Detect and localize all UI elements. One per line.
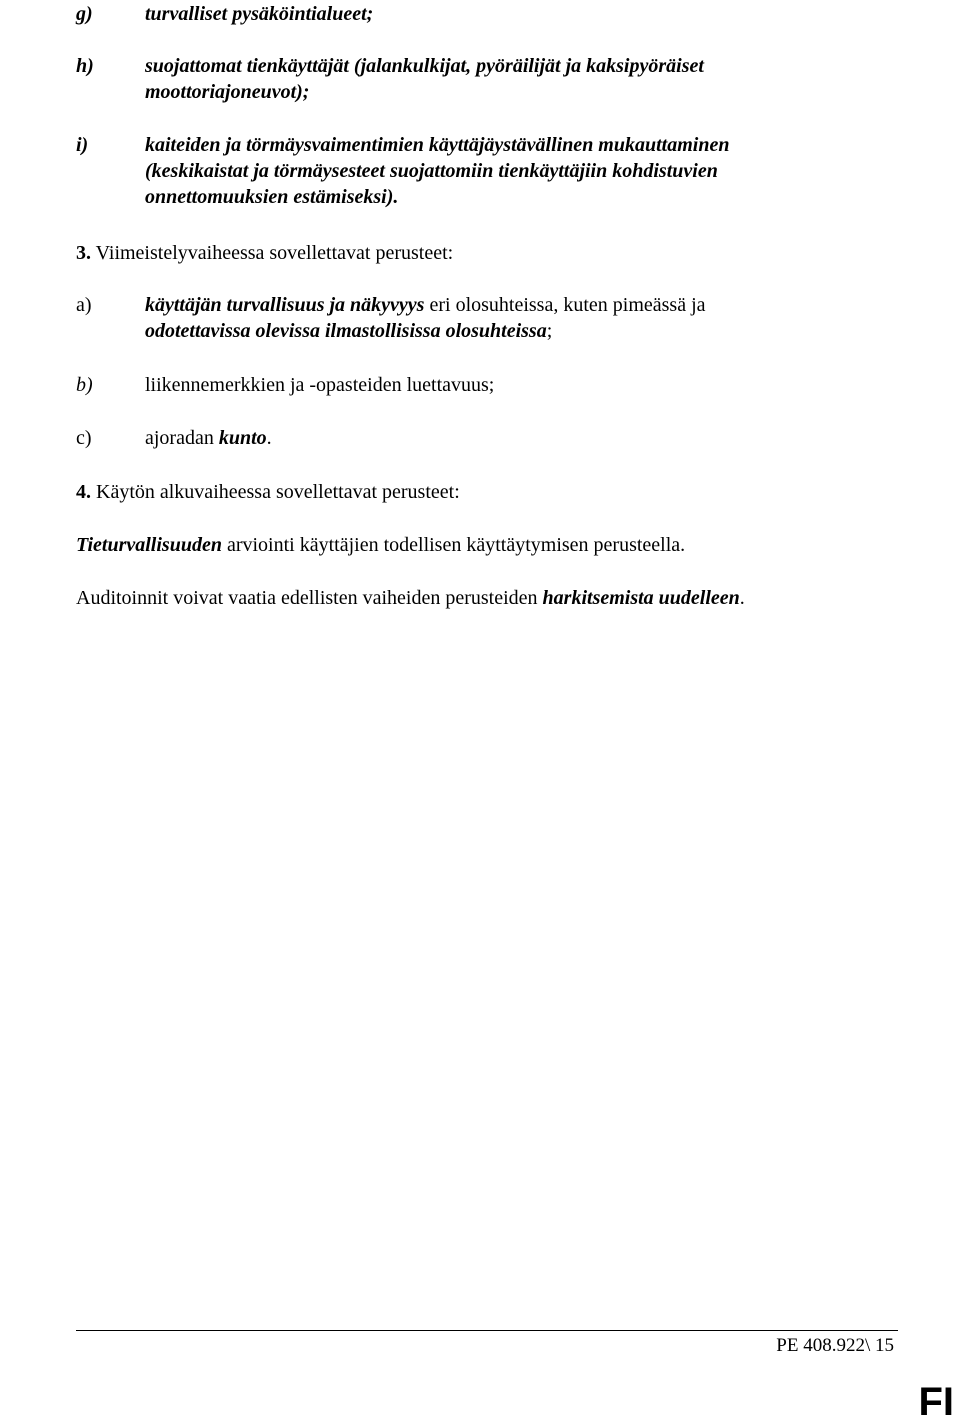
list-label: g): [76, 3, 93, 25]
emphasis-text: odotettavissa olevissa ilmastollisissa olosuhteissa: [145, 320, 547, 342]
section-number: 4.: [76, 481, 91, 503]
list-label: b): [76, 374, 93, 396]
document-reference: PE 408.922\ 15: [776, 1335, 894, 1356]
list-label: i): [76, 134, 89, 156]
body-text: eri olosuhteissa, kuten pimeässä ja: [424, 294, 706, 316]
emphasis-text: kunto: [218, 427, 267, 449]
list-text: turvalliset pysäköintialueet;: [145, 3, 374, 25]
body-text: arviointi käyttäjien todellisen käyttäytymisen perusteella.: [221, 534, 686, 556]
emphasis-text: harkitsemista uudelleen: [542, 587, 740, 609]
section-4-paragraph-1: [76, 532, 896, 558]
list-label: h): [76, 55, 94, 77]
emphasis-text: Tieturvallisuuden: [76, 534, 222, 556]
list-text: ajoradan: [145, 427, 219, 449]
section-heading-text: Käytön alkuvaiheessa sovellettavat perusteet:: [96, 481, 460, 503]
body-text: .: [739, 587, 745, 609]
emphasis-text: käyttäjän turvallisuus ja näkyvyys: [145, 294, 425, 316]
footer-divider: [76, 1330, 898, 1331]
section-number: 3.: [76, 242, 91, 264]
list-text-line: suojattomat tienkäyttäjät (jalankulkijat, pyöräilijät ja kaksipyöräiset: [145, 55, 704, 77]
list-text-line: kaiteiden ja törmäysvaimentimien käyttäjäystävällinen mukauttaminen: [145, 134, 730, 156]
list-text-tail: .: [266, 427, 272, 449]
list-text-line: (keskikaistat ja törmäysesteet suojattomiin tienkäyttäjiin kohdistuvien: [145, 160, 718, 182]
list-label: a): [76, 294, 92, 316]
list-text-line: moottoriajoneuvot);: [145, 81, 310, 103]
list-text-line: onnettomuuksien estämiseksi).: [145, 186, 399, 208]
list-label: c): [76, 427, 92, 449]
section-heading-text: Viimeistelyvaiheessa sovellettavat perusteet:: [95, 242, 454, 264]
language-code: FI: [918, 1380, 954, 1424]
body-text: ;: [546, 320, 553, 342]
section-4-paragraph-2: [76, 585, 896, 611]
body-text: Auditoinnit voivat vaatia edellisten vaiheiden perusteiden: [76, 587, 543, 609]
list-text: liikennemerkkien ja -opasteiden luettavuus;: [145, 374, 495, 396]
